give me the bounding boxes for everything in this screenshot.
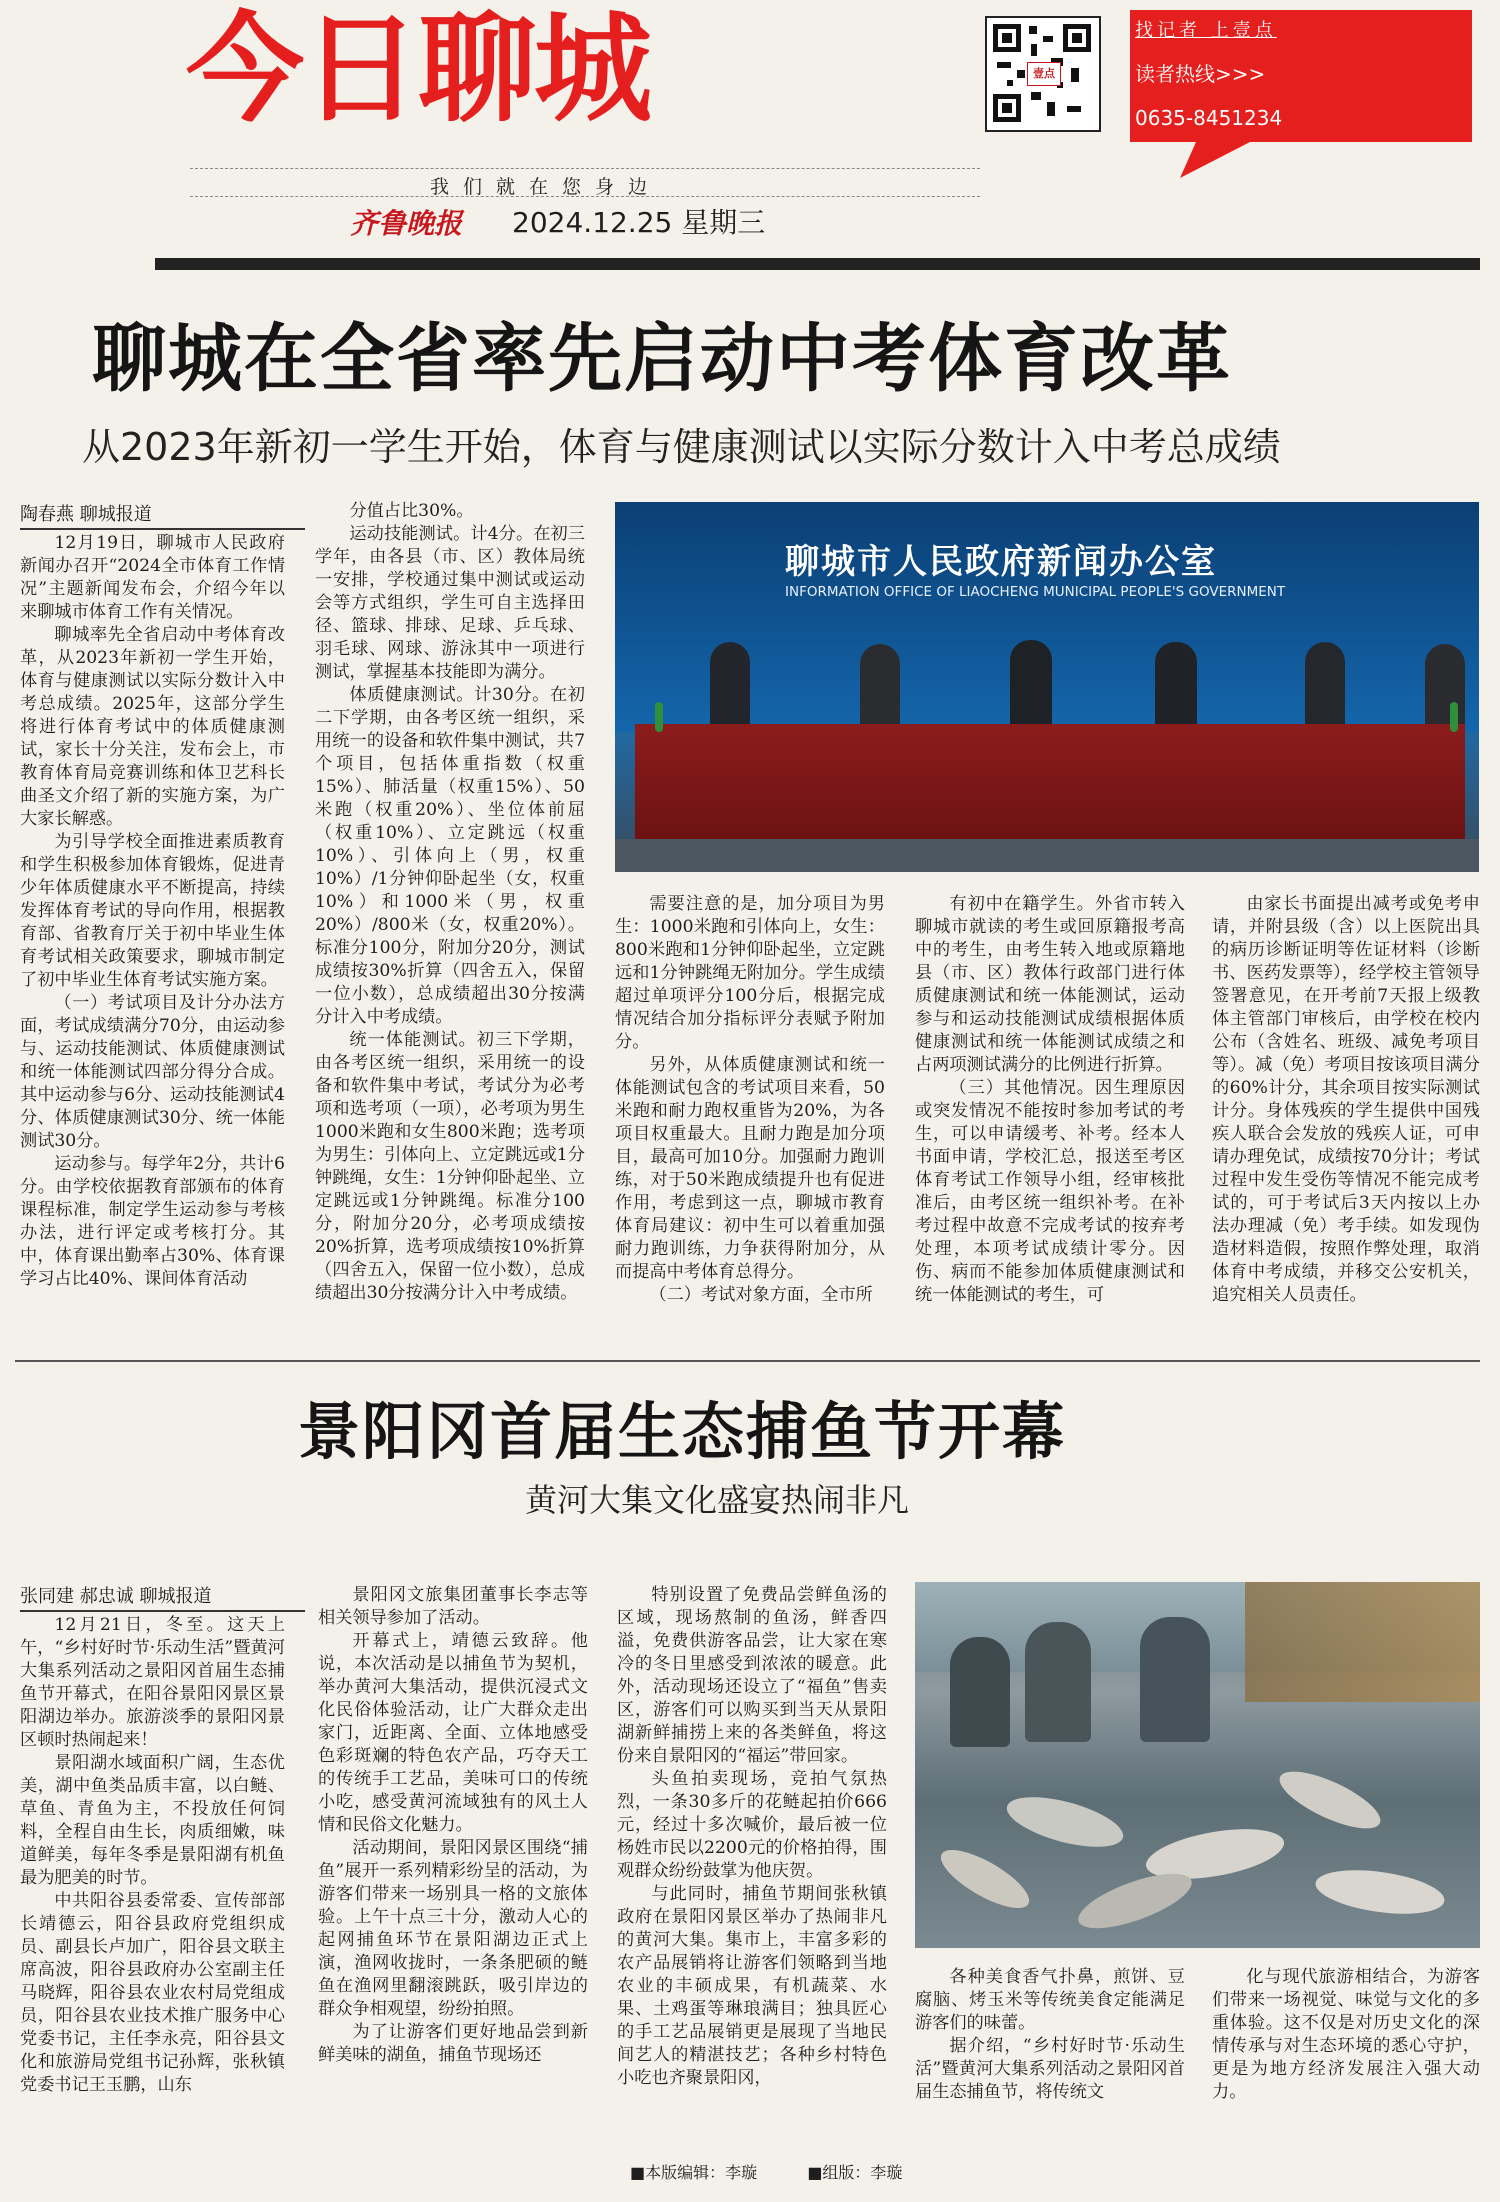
- story-divider: [15, 1360, 1480, 1362]
- story1-col2-text-para: 运动技能测试。计4分。在初三学年，由各县（市、区）教体局统一安排，学校通过集中测试或运动会等方式组织，学生可自主选择田径、篮球、排球、足球、乒乓球、羽毛球、网球、游泳其中一项进行测试，掌握基本技能即为满分。: [315, 524, 585, 682]
- story2-subhead: 黄河大集文化盛宴热闹非凡: [525, 1481, 910, 1519]
- banner-title-cn: 聊城市人民政府新闻办公室: [785, 542, 1217, 582]
- story1-column-5: [1212, 893, 1480, 1348]
- story2-col2-text-para: 开幕式上，靖德云致辞。他说，本次活动是以捕鱼节为契机，举办黄河大集活动，提供沉浸式文化民俗体验活动，让广大群众走出家门，近距离、全面、立体地感受色彩斑斓的特色农产品，巧夺天工的传统手工艺品，美味可口的传统小吃，感受黄河流域独有的风土人情和民俗文化魅力。: [318, 1631, 588, 1835]
- qr-code-icon: [985, 16, 1101, 132]
- story2-col2-text-para: 为了让游客们更好地品尝到新鲜美味的湖鱼，捕鱼节现场还: [318, 2022, 588, 2065]
- story2-byline: 张同建 郝忠诚 聊城报道: [20, 1582, 305, 1612]
- story1-col3-text-para: （二）考试对象方面，全市所: [649, 1285, 873, 1305]
- story1-column-4: [915, 893, 1185, 1348]
- story1-subhead: 从2023年新初一学生开始，体育与健康测试以实际分数计入中考总成绩: [82, 425, 1281, 469]
- layout-credit: ■组版：李璇: [807, 2163, 903, 2182]
- fish: [1002, 1787, 1128, 1857]
- story1-col1-text-para: 聊城率先全省启动中考体育改革，从2023年新初一学生开始，体育与健康测试以实际分数计入中考总成绩。2025年，这部分学生将进行体育考试中的体质健康测试，家长十分关注，发布会上，市教育体育局竞赛训练和体卫艺科长曲圣文介绍了新的实施方案，为广大家长解惑。: [20, 625, 285, 829]
- story2-col3-text-para: 特别设置了免费品尝鲜鱼汤的区域，现场熬制的鱼汤，鲜香四溢，免费供游客品尝，让大家在寒冷的冬日里感受到浓浓的暖意。此外，活动现场还设立了“福鱼”售卖区，游客们可以购买到当天从景阳湖新鲜捕捞上来的各类鲜鱼，将这份来自景阳冈的“福运”带回家。: [617, 1585, 887, 1766]
- story1-col2-text-para: 分值占比30%。: [349, 501, 474, 521]
- story2-column-2: [318, 1584, 588, 2144]
- story2-col2-text-para: 活动期间，景阳冈景区围绕“捕鱼”展开一系列精彩纷呈的活动，为游客们带来一场别具一格的文旅体验。上午十点三十分，激动人心的起网捕鱼环节在景阳湖边正式上演，渔网收拢时，一条条肥硕的鲢鱼在渔网里翻滚跳跃，吸引岸边的群众争相观望，纷纷拍照。: [318, 1838, 588, 2019]
- plant-decoration: [655, 702, 663, 732]
- masthead-rule: [190, 196, 980, 198]
- panelist: [1425, 644, 1465, 732]
- fish: [1273, 1760, 1388, 1839]
- masthead-divider: [155, 258, 1480, 270]
- fish: [1072, 1863, 1198, 1940]
- masthead-rule: [190, 168, 980, 170]
- story1-col2-text-para: 体质健康测试。计30分。在初二下学期，由各考区统一组织，采用统一的设备和软件集中测试，共7个项目，包括体重指数（权重15%）、肺活量（权重15%）、50米跑（权重20%）、坐位体前屈（权重10%）、立定跳远（权重10%）、引体向上（男，权重10%）/1分钟仰卧起坐（女，权重10%）和1000米（男，权重20%）/800米（女，权重20%）。标准分100分，附加分20分，测试成绩按30%折算（四舍五入，保留一位小数），总成绩超出30分按满分计入中考成绩。: [315, 685, 585, 1027]
- story2-headline: 景阳冈首届生态捕鱼节开幕: [298, 1395, 1067, 1468]
- panelist: [1010, 640, 1052, 732]
- masthead-title: 今日聊城: [186, 0, 651, 138]
- fisherman: [1140, 1617, 1210, 1742]
- fisherman: [950, 1637, 1010, 1747]
- story2-column-3: [617, 1584, 887, 2144]
- reader-hotline-label: 读者热线>>>: [1135, 62, 1266, 86]
- fish: [1313, 1863, 1447, 1921]
- story1-byline: 陶春燕 聊城报道: [20, 500, 305, 530]
- story1-headline: 聊城在全省率先启动中考体育改革: [92, 316, 1232, 402]
- story1-col1-text-para: 运动参与。每学年2分，共计6分。由学校依据教育部颁布的体育课程标准，制定学生运动参与考核办法，进行评定或考核打分。其中，体育课出勤率占30%、体育课学习占比40%、课间体育活动: [20, 1154, 285, 1289]
- press-conference-photo: [615, 502, 1479, 872]
- masthead-tagline: 我们就在您身边: [430, 176, 662, 198]
- qr-logo: 壹点: [1027, 62, 1061, 86]
- story2-col3-text-para: 头鱼拍卖现场，竞拍气氛热烈，一条30多斤的花鲢起拍价666元，经过十多次喊价，最后被一位杨姓市民以2200元的价格拍得，围观群众纷纷鼓掌为他庆贺。: [617, 1769, 887, 1881]
- story2-col5-text: 化与现代旅游相结合，为游客们带来一场视觉、味觉与文化的多重体验。这不仅是对历史文化的深情传承与对生态环境的悉心守护，更是为地方经济发展注入强大动力。: [1212, 1967, 1480, 2102]
- story1-column-3: [615, 893, 885, 1348]
- paper-logo: 齐鲁晚报: [350, 207, 463, 240]
- story2-column-1: [20, 1614, 285, 2144]
- story1-column-1: [20, 532, 285, 1552]
- story2-col1-text-para: 景阳湖水域面积广阔，生态优美，湖中鱼类品质丰富，以白鲢、草鱼、青鱼为主，不投放任何饲料，全程自由生长，肉质细嫩，味道鲜美，每年冬季是景阳湖有机鱼最为肥美的时节。: [20, 1753, 285, 1888]
- story1-col2-text-para: 统一体能测试。初三下学期，由各考区统一组织，采用统一的设备和软件集中考试，考试分为必考项和选考项（一项），必考项为男生1000米跑和女生800米跑；选考项为男生：引体向上、立定跳远或1分钟跳绳，女生：1分钟仰卧起坐、立定跳远或1分钟跳绳。标准分100分，附加分20分，必考项成绩按20%折算，选考项成绩按10%折算（四舍五入，保留一位小数），总成绩超出30分按满分计入中考成绩。: [315, 1030, 585, 1303]
- panelist: [1155, 642, 1197, 732]
- story2-column-4: [915, 1966, 1185, 2146]
- story2-col1-text-para: 中共阳谷县委常委、宣传部部长靖德云，阳谷县政府党组织成员、副县长卢加广，阳谷县文联主席高波，阳谷县政府办公室副主任马晓辉，阳谷县农业农村局党组成员，阳谷县农业技术推广服务中心党委书记，主任李永亮，阳谷县文化和旅游局党组书记孙辉，张秋镇党委书记王玉鹏，山东: [20, 1891, 285, 2095]
- story1-col5-text: 由家长书面提出减考或免考申请，并附县级（含）以上医院出具的病历诊断证明等佐证材料（诊断书、医药发票等），经学校主管领导签署意见，在开考前7天报上级教体主管部门审核后，由学校在校内公布（含姓名、班级、减免考项目等）。减（免）考项目按该项目满分的60%计分，其余项目按实际测试计分。身体残疾的学生提供中国残疾人联合会发放的残疾人证，可申请办理免试，成绩按70分计；考试过程中发生受伤等情况不能完成考试的，可于考试后3天内按以上办法办理减（免）考手续。如发现伪造材料造假，按照作弊处理，取消体育中考成绩，并移交公安机关，追究相关人员责任。: [1212, 894, 1480, 1305]
- panelist: [1305, 642, 1345, 732]
- badge-slogan: 找记者 上壹点: [1135, 20, 1277, 41]
- story1-col4-text-para: 有初中在籍学生。外省市转入聊城市就读的考生或回原籍报考高中的考生，由考生转入地或原籍地县（市、区）教体行政部门进行体质健康测试和统一体能测试，运动参与和运动技能测试成绩根据体质健康测试和统一体能测试成绩之和占两项测试满分的比例进行折算。: [915, 894, 1185, 1075]
- fishing-festival-photo: [915, 1582, 1480, 1948]
- page-footer: [630, 2160, 902, 2183]
- story2-col4-text-para: 据介绍，“乡村好时节·乐动生活”暨黄河大集系列活动之景阳冈首届生态捕鱼节，将传统文: [915, 2036, 1185, 2102]
- panelist: [860, 644, 900, 732]
- issue-date: [512, 201, 765, 241]
- story1-col1-text-para: 为引导学校全面推进素质教育和学生积极参加体育锻炼，促进青少年体质健康水平不断提高，持续发挥体育考试的导向作用，根据教育部、省教育厅关于初中毕业生体育考试相关政策要求，聊城市制定了初中毕业生体育考试实施方案。: [20, 832, 285, 990]
- story2-col3-text-para: 与此同时，捕鱼节期间张秋镇政府在景阳冈景区举办了热闹非凡的黄河大集。集市上，丰富多彩的农产品展销将让游客们领略到当地农业的丰硕成果，有机蔬菜、水果、土鸡蛋等琳琅满目；独具匠心的手工艺品展销更是展现了当地民间艺人的精湛技艺；各种乡村特色小吃也齐聚景阳冈，: [617, 1884, 887, 2088]
- story2-col4-text-para: 各种美食香气扑鼻，煎饼、豆腐脑、烤玉米等传统美食定能满足游客们的味蕾。: [915, 1967, 1185, 2033]
- editor-credit: ■本版编辑：李璇: [630, 2163, 758, 2182]
- fish: [933, 1839, 1037, 1918]
- story1-col4-text-para: （三）其他情况。因生理原因或突发情况不能按时参加考试的考生，可以申请缓考、补考。经本人书面申请，学校汇总，报送至考区体育考试工作领导小组，经审核批准后，由考区统一组织补考。在补考过程中故意不完成考试的按弃考处理，本项考试成绩计零分。因伤、病而不能参加体质健康测试和统一体能测试的考生，可: [915, 1078, 1185, 1305]
- panelist: [710, 642, 750, 732]
- story2-column-5: [1212, 1966, 1480, 2146]
- reeds: [1245, 1582, 1480, 1702]
- story2-col2-text-para: 景阳冈文旅集团董事长李志等相关领导参加了活动。: [318, 1585, 588, 1628]
- conference-table: [635, 724, 1465, 839]
- date-value: 2024.12.25: [512, 206, 673, 239]
- plant-decoration: [1450, 702, 1458, 732]
- floor: [615, 839, 1479, 872]
- story1-col1-text-para: 12月19日，聊城市人民政府新闻办召开“2024全市体育工作情况”主题新闻发布会，介绍今年以来聊城市体育工作有关情况。: [20, 533, 285, 622]
- story2-col1-text-para: 12月21日，冬至。这天上午，“乡村好时节·乐动生活”暨黄河大集系列活动之景阳冈首届生态捕鱼节开幕式，在阳谷景阳冈景区景阳湖边举办。旅游淡季的景阳冈景区顿时热闹起来！: [20, 1615, 285, 1750]
- banner-title-en: INFORMATION OFFICE OF LIAOCHENG MUNICIPAL PEOPLE'S GOVERNMENT: [785, 584, 1286, 600]
- reader-hotline-number: 0635-8451234: [1135, 106, 1283, 130]
- story1-col3-text-para: 另外，从体质健康测试和统一体能测试包含的考试项目来看，50米跑和耐力跑权重皆为20%，为各项目权重最大。且耐力跑是加分项目，最高可加10分。加强耐力跑训练，对于50米跑成绩提升也有促进作用，考虑到这一点，聊城市教育体育局建议：初中生可以着重加强耐力跑训练，力争获得附加分，从而提高中考体育总得分。: [615, 1055, 885, 1282]
- weekday-value: 星期三: [681, 206, 766, 239]
- story1-col1-text-para: （一）考试项目及计分办法方面，考试成绩满分70分，由运动参与、运动技能测试、体质健康测试和统一体能测试四部分得分合成。其中运动参与6分、运动技能测试4分、体质健康测试30分、统一体能测试30分。: [20, 993, 285, 1151]
- story1-col3-text-para: 需要注意的是，加分项目为男生：1000米跑和引体向上，女生：800米跑和1分钟仰卧起坐，立定跳远和1分钟跳绳无附加分。学生成绩超过单项评分100分后，根据完成情况结合加分指标评分表赋予附加分。: [615, 894, 885, 1052]
- fisherman: [1025, 1622, 1091, 1742]
